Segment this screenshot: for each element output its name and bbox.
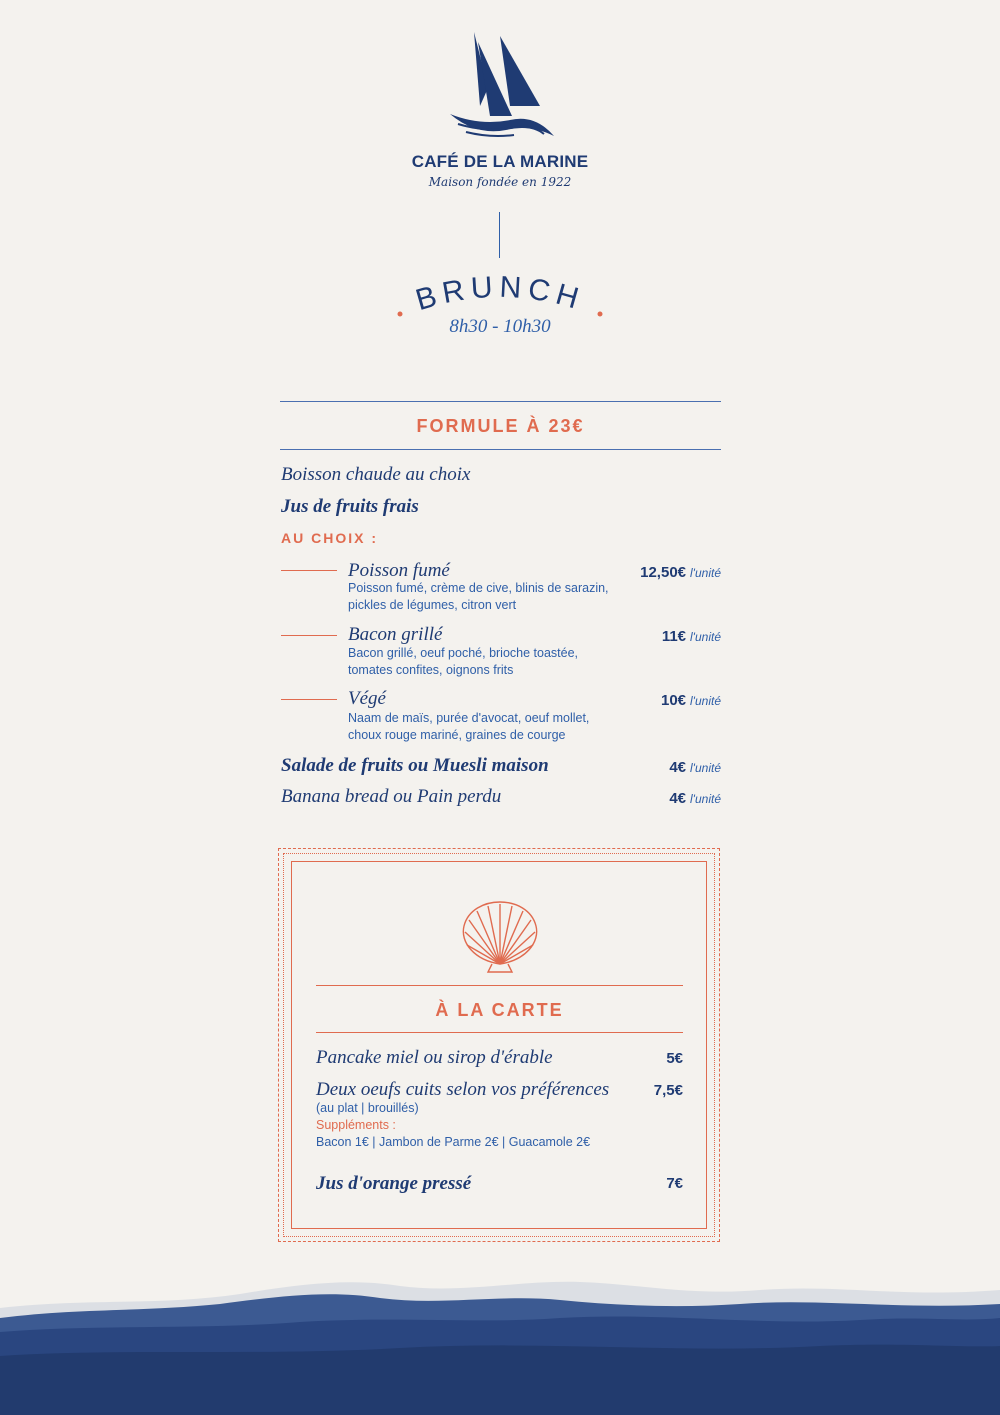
choice-price: 10€ l'unité <box>660 692 721 709</box>
carte-title: À LA CARTE <box>435 1000 564 1020</box>
carte-item-price: 7,5€ <box>653 1082 683 1099</box>
choice-desc-line2: choux rouge mariné, graines de courge <box>348 728 566 742</box>
brunch-hours: 8h30 - 10h30 <box>449 316 551 337</box>
unit-label: l'unité <box>690 694 721 708</box>
formule-title: FORMULE À 23€ <box>416 416 585 436</box>
brand-name: CAFÉ DE LA MARINE <box>411 152 589 171</box>
extra-price: 4€ l'unité <box>669 790 721 807</box>
carte-item-name: Jus d'orange pressé <box>316 1173 472 1194</box>
sea-waves-decoration <box>0 1260 1000 1415</box>
choice-line <box>281 635 337 636</box>
unit-label: l'unité <box>690 792 721 806</box>
choice-name: Bacon grillé <box>348 624 443 645</box>
carte-item-name: Deux oeufs cuits selon vos préférences <box>316 1079 610 1100</box>
carte-item-note: (au plat | brouillés) <box>316 1101 419 1115</box>
sailboat-logo-icon <box>440 28 560 146</box>
choice-line <box>281 699 337 700</box>
divider-bottom <box>280 449 721 450</box>
include-juice: Jus de fruits frais <box>281 496 419 517</box>
choice-desc-line1: Naam de maïs, purée d'avocat, oeuf mollet, <box>348 711 590 725</box>
carte-divider-bottom <box>316 1032 683 1033</box>
brunch-heading <box>380 272 620 322</box>
extra-name: Banana bread ou Pain perdu <box>281 786 502 807</box>
choice-name: Végé <box>348 688 386 709</box>
choice-name: Poisson fumé <box>348 560 450 581</box>
svg-text:BRUNCH <box>412 272 588 317</box>
choice-line <box>281 570 337 571</box>
scallop-shell-icon <box>458 898 542 974</box>
carte-item-price: 7€ <box>666 1175 683 1192</box>
carte-item-price: 5€ <box>666 1050 683 1067</box>
choice-label: AU CHOIX : <box>281 530 378 546</box>
choice-price: 11€ l'unité <box>661 628 721 645</box>
choice-desc-line2: pickles de légumes, citron vert <box>348 598 517 612</box>
brunch-title: BRUNCH <box>412 272 588 318</box>
supplements-list: Bacon 1€ | Jambon de Parme 2€ | Guacamole 2€ <box>316 1135 591 1149</box>
choice-price: 12,50€ l'unité <box>640 564 721 581</box>
carte-divider-top <box>316 985 683 986</box>
include-hot-drink: Boisson chaude au choix <box>281 464 471 485</box>
choice-desc-line2: tomates confites, oignons frits <box>348 663 514 677</box>
brand-tagline: Maison fondée en 1922 <box>428 175 572 189</box>
unit-label: l'unité <box>690 761 721 775</box>
choice-desc-line1: Poisson fumé, crème de cive, blinis de sarazin, <box>348 581 609 595</box>
carte-item-name: Pancake miel ou sirop d'érable <box>316 1047 553 1068</box>
divider-top <box>280 401 721 402</box>
vertical-divider <box>499 212 500 258</box>
supplements-label: Suppléments : <box>316 1118 396 1132</box>
extra-name: Salade de fruits ou Muesli maison <box>281 755 549 776</box>
unit-label: l'unité <box>690 630 721 644</box>
unit-label: l'unité <box>690 566 721 580</box>
extra-price: 4€ l'unité <box>669 759 721 776</box>
choice-desc-line1: Bacon grillé, oeuf poché, brioche toastée, <box>348 646 579 660</box>
